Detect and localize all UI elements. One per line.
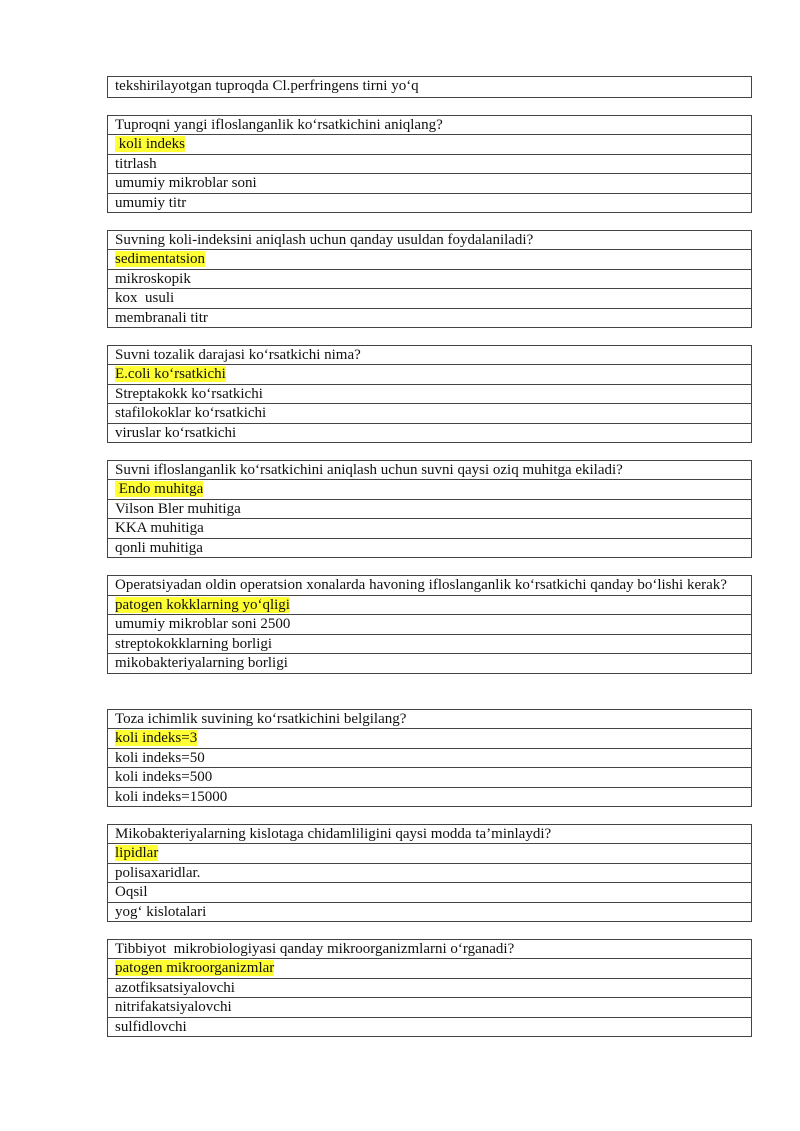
question-text: Suvni tozalik darajasi ko‘rsatkichi nima?: [115, 347, 361, 363]
question-text: Mikobakteriyalarning kislotaga chidamliligini qaysi modda ta’minlaydi?: [115, 826, 552, 842]
answer-option: KKA muhitiga: [108, 518, 751, 537]
question-block: [107, 824, 752, 922]
answer-option: mikroskopik: [108, 269, 751, 288]
answer-option: kox usuli: [108, 288, 751, 307]
answer-option: viruslar ko‘rsatkichi: [108, 423, 751, 442]
answer-option: koli indeks=500: [108, 767, 751, 786]
answer-option-correct: [108, 134, 751, 153]
answer-option-correct: [108, 843, 751, 862]
answer-option-correct: [108, 364, 751, 383]
answer-option-correct: [108, 595, 751, 614]
question-text: Tibbiyot mikrobiologiyasi qanday mikroorganizmlarni o‘rganadi?: [115, 941, 515, 957]
question-block: [107, 76, 752, 98]
answer-option: azotfiksatsiyalovchi: [108, 978, 751, 997]
question-block: [107, 939, 752, 1037]
answer-option: polisaxaridlar.: [108, 863, 751, 882]
question-block: [107, 575, 752, 674]
question-block: [107, 115, 752, 213]
answer-option: yog‘ kislotalari: [108, 902, 751, 921]
answer-option: umumiy mikroblar soni 2500: [108, 614, 751, 633]
answer-option: Streptakokk ko‘rsatkichi: [108, 384, 751, 403]
highlight: patogen kokklarning yo‘qligi: [115, 597, 290, 613]
question-text: Suvning koli-indeksini aniqlash uchun qanday usuldan foydalaniladi?: [115, 232, 534, 248]
answer-option: mikobakteriyalarning borligi: [108, 653, 751, 672]
question-block: [107, 345, 752, 443]
answer-option: umumiy mikroblar soni: [108, 173, 751, 192]
highlight: koli indeks=3: [115, 730, 198, 747]
highlight: sedimentatsion: [115, 251, 205, 268]
answer-option: nitrifakatsiyalovchi: [108, 997, 751, 1016]
highlight: lipidlar: [115, 845, 159, 862]
answer-option: qonli muhitiga: [108, 538, 751, 557]
question-block: [107, 230, 752, 328]
answer-option: membranali titr: [108, 308, 751, 327]
answer-option: Vilson Bler muhitiga: [108, 499, 751, 518]
highlight: E.coli ko‘rsatkichi: [115, 366, 226, 383]
answer-option: umumiy titr: [108, 193, 751, 212]
question-block: [107, 709, 752, 807]
answer-option-correct: [108, 479, 751, 498]
answer-option: titrlash: [108, 154, 751, 173]
answer-option: koli indeks=50: [108, 748, 751, 767]
question-text: Operatsiyadan oldin operatsion xonalarda havoning ifloslanganlik ko‘rsatkichi qanday bo‘lishi kerak?: [115, 577, 727, 593]
answer-option-correct: [108, 249, 751, 268]
highlight: Endo muhitga: [115, 481, 204, 498]
question-block: [107, 460, 752, 558]
answer-option-correct: [108, 728, 751, 747]
question-text: Suvni ifloslanganlik ko‘rsatkichini aniqlash uchun suvni qaysi oziq muhitga ekiladi?: [115, 462, 623, 478]
highlight: koli indeks: [115, 136, 185, 153]
answer-option: stafilokoklar ko‘rsatkichi: [108, 403, 751, 422]
answer-option-correct: [108, 958, 751, 977]
highlight: patogen mikroorganizmlar: [115, 960, 275, 977]
question-text: Toza ichimlik suvining ko‘rsatkichini belgilang?: [115, 711, 407, 727]
answer-option: streptokokklarning borligi: [108, 634, 751, 653]
question-text: Tuproqni yangi ifloslanganlik ko‘rsatkichini aniqlang?: [115, 117, 443, 133]
answer-option: Oqsil: [108, 882, 751, 901]
question-text: tekshirilayotgan tuproqda Cl.perfringens tirni yo‘q: [115, 78, 419, 94]
answer-option: koli indeks=15000: [108, 787, 751, 806]
answer-option: sulfidlovchi: [108, 1017, 751, 1036]
